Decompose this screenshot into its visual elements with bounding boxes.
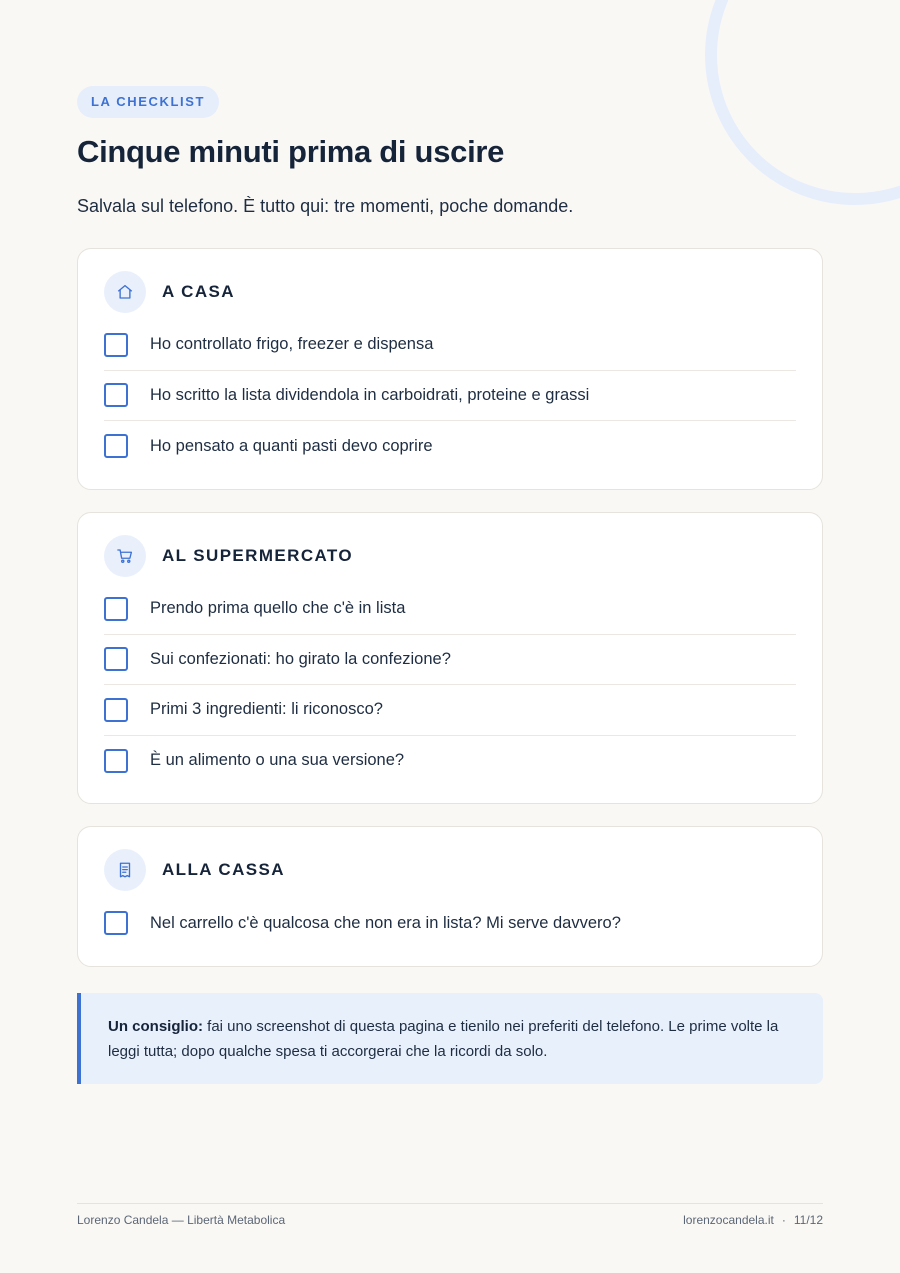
checklist-item-label: Primi 3 ingredienti: li riconosco? — [150, 700, 383, 719]
footer-author: Lorenzo Candela — Libertà Metabolica — [77, 1213, 286, 1227]
checkbox[interactable] — [104, 383, 128, 407]
section-title: AL SUPERMERCATO — [162, 546, 354, 565]
section-header — [104, 271, 235, 313]
section-card-a-casa — [77, 248, 823, 490]
checklist-items — [104, 898, 796, 949]
checklist-item[interactable] — [104, 421, 796, 472]
decorative-ring — [705, 0, 900, 205]
footer-separator: · — [781, 1213, 786, 1227]
cart-icon — [104, 535, 146, 577]
checklist-item[interactable] — [104, 584, 796, 635]
checkbox[interactable] — [104, 698, 128, 722]
section-header — [104, 849, 285, 891]
checkbox[interactable] — [104, 749, 128, 773]
checkbox[interactable] — [104, 911, 128, 935]
checklist-items — [104, 584, 796, 786]
section-title: A CASA — [162, 282, 235, 301]
checkbox[interactable] — [104, 434, 128, 458]
home-icon — [104, 271, 146, 313]
section-card-alla-cassa — [77, 826, 823, 967]
page-number: 11/12 — [793, 1213, 823, 1227]
checklist-item[interactable] — [104, 371, 796, 422]
footer-meta — [683, 1213, 823, 1227]
eyebrow-badge: LA CHECKLIST — [77, 86, 219, 118]
checklist-item-label: Ho scritto la lista dividendola in carboidrati, proteine e grassi — [150, 385, 590, 404]
tip-label: Un consiglio: — [108, 1018, 203, 1035]
checklist-item-label: Ho controllato frigo, freezer e dispensa — [150, 335, 434, 354]
checkbox[interactable] — [104, 597, 128, 621]
checklist-item-label: È un alimento o una sua versione? — [150, 751, 405, 770]
checklist-item[interactable] — [104, 685, 796, 736]
page-title: Cinque minuti prima di uscire — [77, 134, 505, 169]
checklist-item[interactable] — [104, 320, 796, 371]
checklist-item[interactable] — [104, 635, 796, 686]
section-header — [104, 535, 353, 577]
checklist-item-label: Nel carrello c'è qualcosa che non era in lista? Mi serve davvero? — [150, 913, 621, 932]
checkbox[interactable] — [104, 333, 128, 357]
footer-divider — [77, 1203, 823, 1204]
section-card-al-supermercato — [77, 512, 823, 804]
checkbox[interactable] — [104, 647, 128, 671]
checklist-item[interactable] — [104, 898, 796, 949]
footer-site-link[interactable]: lorenzocandela.it — [683, 1213, 774, 1227]
checklist-item-label: Prendo prima quello che c'è in lista — [150, 599, 406, 618]
page-subtitle: Salvala sul telefono. È tutto qui: tre momenti, poche domande. — [77, 196, 574, 216]
tip-text: fai uno screenshot di questa pagina e tienilo nei preferiti del telefono. Le prime volte la leggi tutta; dopo qualche spesa ti accorgerai che la ricordi da solo. — [108, 1018, 779, 1060]
section-title: ALLA CASSA — [162, 860, 285, 879]
receipt-icon — [104, 849, 146, 891]
checklist-item-label: Ho pensato a quanti pasti devo coprire — [150, 436, 433, 455]
checklist-item-label: Sui confezionati: ho girato la confezione? — [150, 649, 451, 668]
checklist-item[interactable] — [104, 736, 796, 787]
checklist-items — [104, 320, 796, 472]
tip-callout — [77, 993, 823, 1084]
